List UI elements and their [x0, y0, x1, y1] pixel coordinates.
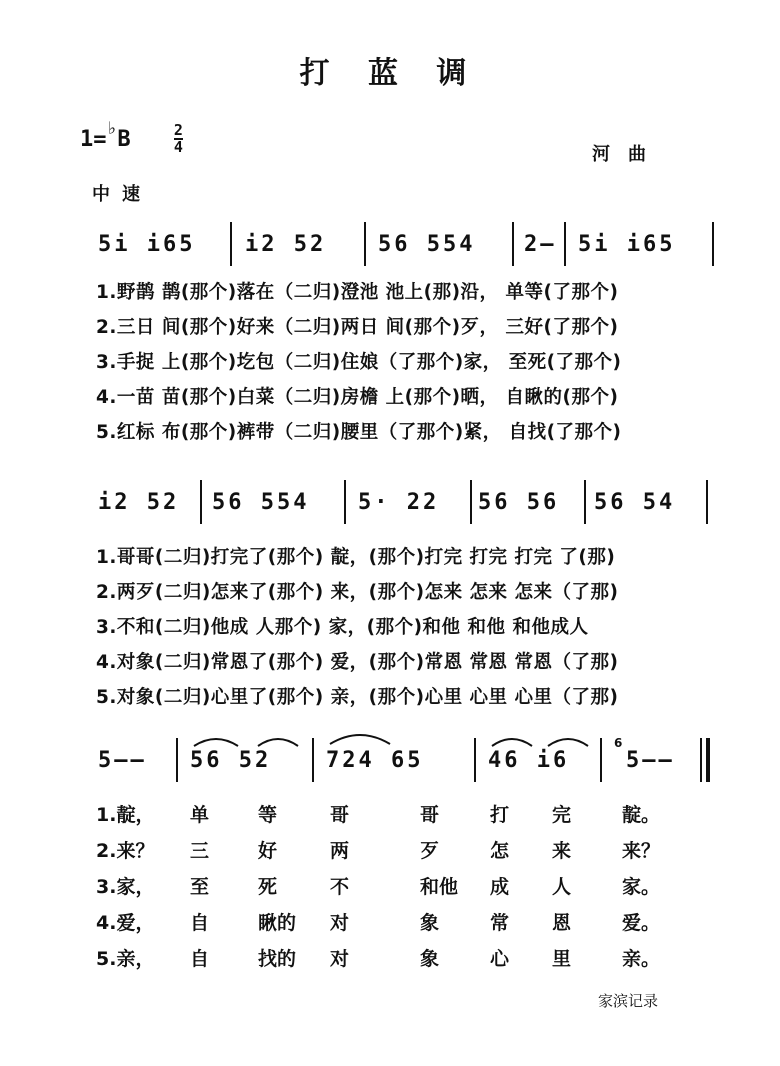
measure-2-2: 56 554: [212, 490, 310, 515]
lyric-cell: 1.靛，: [96, 804, 155, 826]
lyric-cell: 打: [490, 804, 510, 826]
lyric-cell: 怎: [490, 840, 510, 862]
lyric-verse-5: 5.红标 布(那个)裤带（二归)腰里（了那个)紧， 自找(了那个): [96, 422, 622, 443]
measure-1-2: i2 52: [245, 232, 327, 257]
lyric-cell: 等: [258, 804, 278, 826]
lyric-cell: 家。: [622, 876, 661, 898]
time-signature: [174, 123, 183, 155]
lyric-cell: 歹: [420, 840, 440, 862]
key-signature: [80, 118, 183, 155]
tempo-marking: 中速: [92, 184, 152, 205]
lyric-cell: 人: [552, 876, 572, 898]
lyric-verse-4: 4.一苗 苗(那个)白菜（二归)房檐 上(那个)晒， 自瞅的(那个): [96, 387, 619, 408]
lyric-cell: 象: [420, 948, 440, 970]
lyric-cell: 2.来？: [96, 840, 155, 862]
lyric-verse-3: 3.不和(二归)他成 人那个) 家，(那个)和他 和他 和他成人: [96, 617, 589, 638]
measure-1-3: 56 554: [378, 232, 476, 257]
barline: [230, 222, 232, 266]
lyric-verse-1: 1.野鹊 鹊(那个)落在（二归)澄池 池上(那)沿， 单等(了那个): [96, 282, 619, 303]
measure-3-5: 5——: [626, 748, 675, 773]
lyric-cell: 对: [330, 912, 350, 934]
barline: [584, 480, 586, 524]
lyric-cell: 完: [552, 804, 572, 826]
slur-mark: [256, 734, 300, 748]
final-barline-thick: [706, 738, 710, 782]
lyric-verse-3: 3.手捉 上(那个)圪包（二归)住娘（了那个)家， 至死(了那个): [96, 352, 622, 373]
slur-mark: [328, 730, 392, 746]
barline: [176, 738, 178, 782]
lyric-cell: 瞅的: [258, 912, 297, 934]
recorder-credit: 家滨记录: [598, 992, 659, 1010]
barline: [474, 738, 476, 782]
slur-mark: [192, 734, 240, 748]
lyric-cell: 自: [190, 948, 210, 970]
lyric-cell: 自: [190, 912, 210, 934]
lyric-verse-2: 2.两歹(二归)怎来了(那个) 来，(那个)怎来 怎来 怎来（了那): [96, 582, 619, 603]
lyric-verse-1: 1.哥哥(二归)打完了(那个) 靛，(那个)打完 打完 打完 了(那): [96, 547, 616, 568]
lyric-cell: 心: [490, 948, 510, 970]
lyric-cell: 单: [190, 804, 210, 826]
lyric-verse-5: 5.对象(二归)心里了(那个) 亲，(那个)心里 心里 心里（了那): [96, 687, 619, 708]
measure-2-1: i2 52: [98, 490, 180, 515]
lyric-cell: 三: [190, 840, 210, 862]
lyric-cell: 找的: [258, 948, 297, 970]
lyric-cell: 两: [330, 840, 350, 862]
lyric-cell: 靛。: [622, 804, 661, 826]
measure-2-3: 5· 22: [358, 490, 440, 515]
lyric-cell: 恩: [552, 912, 572, 934]
lyric-cell: 至: [190, 876, 210, 898]
barline: [564, 222, 566, 266]
lyric-cell: 死: [258, 876, 278, 898]
barline: [712, 222, 714, 266]
lyric-cell: 里: [552, 948, 572, 970]
measure-3-4: 46 i6: [488, 748, 570, 773]
lyric-cell: 哥: [420, 804, 440, 826]
flat-sign: ♭: [106, 118, 118, 139]
measure-1-4: 2—: [524, 232, 557, 257]
lyric-cell: 4.爱，: [96, 912, 155, 934]
key-prefix: 1=: [80, 127, 107, 152]
lyric-cell: 成: [490, 876, 510, 898]
lyric-cell: 哥: [330, 804, 350, 826]
barline: [312, 738, 314, 782]
slur-mark: [546, 734, 590, 748]
lyric-cell: 3.家，: [96, 876, 155, 898]
lyric-cell: 常: [490, 912, 510, 934]
measure-1-1: 5i i65: [98, 232, 196, 257]
song-origin: 河曲: [592, 144, 664, 165]
lyric-cell: 来？: [622, 840, 661, 862]
lyric-cell: 象: [420, 912, 440, 934]
barline: [200, 480, 202, 524]
time-top: 2: [173, 121, 183, 139]
barline: [364, 222, 366, 266]
lyric-cell: 爱。: [622, 912, 661, 934]
measure-3-3: 724 65: [326, 748, 424, 773]
barline: [706, 480, 708, 524]
measure-3-2: 56 52: [190, 748, 272, 773]
measure-2-4: 56 56: [478, 490, 560, 515]
barline: [600, 738, 602, 782]
measure-1-5: 5i i65: [578, 232, 676, 257]
song-title: 打 蓝 调: [299, 56, 481, 91]
barline: [512, 222, 514, 266]
grace-note: 6: [614, 736, 623, 750]
lyric-cell: 不: [330, 876, 350, 898]
measure-2-5: 56 54: [594, 490, 676, 515]
barline: [470, 480, 472, 524]
measure-3-1: 5——: [98, 748, 147, 773]
lyric-cell: 5.亲，: [96, 948, 155, 970]
key-note: B: [117, 127, 131, 152]
lyric-cell: 对: [330, 948, 350, 970]
lyric-cell: 亲。: [622, 948, 661, 970]
lyric-verse-2: 2.三日 间(那个)好来（二归)两日 间(那个)歹， 三好(了那个): [96, 317, 619, 338]
slur-mark: [490, 734, 534, 748]
lyric-cell: 和他: [420, 876, 459, 898]
lyric-cell: 好: [258, 840, 278, 862]
final-barline-thin: [700, 738, 702, 782]
barline: [344, 480, 346, 524]
lyric-verse-4: 4.对象(二归)常恩了(那个) 爱，(那个)常恩 常恩 常恩（了那): [96, 652, 619, 673]
time-bottom: 4: [173, 138, 183, 156]
lyric-cell: 来: [552, 840, 572, 862]
